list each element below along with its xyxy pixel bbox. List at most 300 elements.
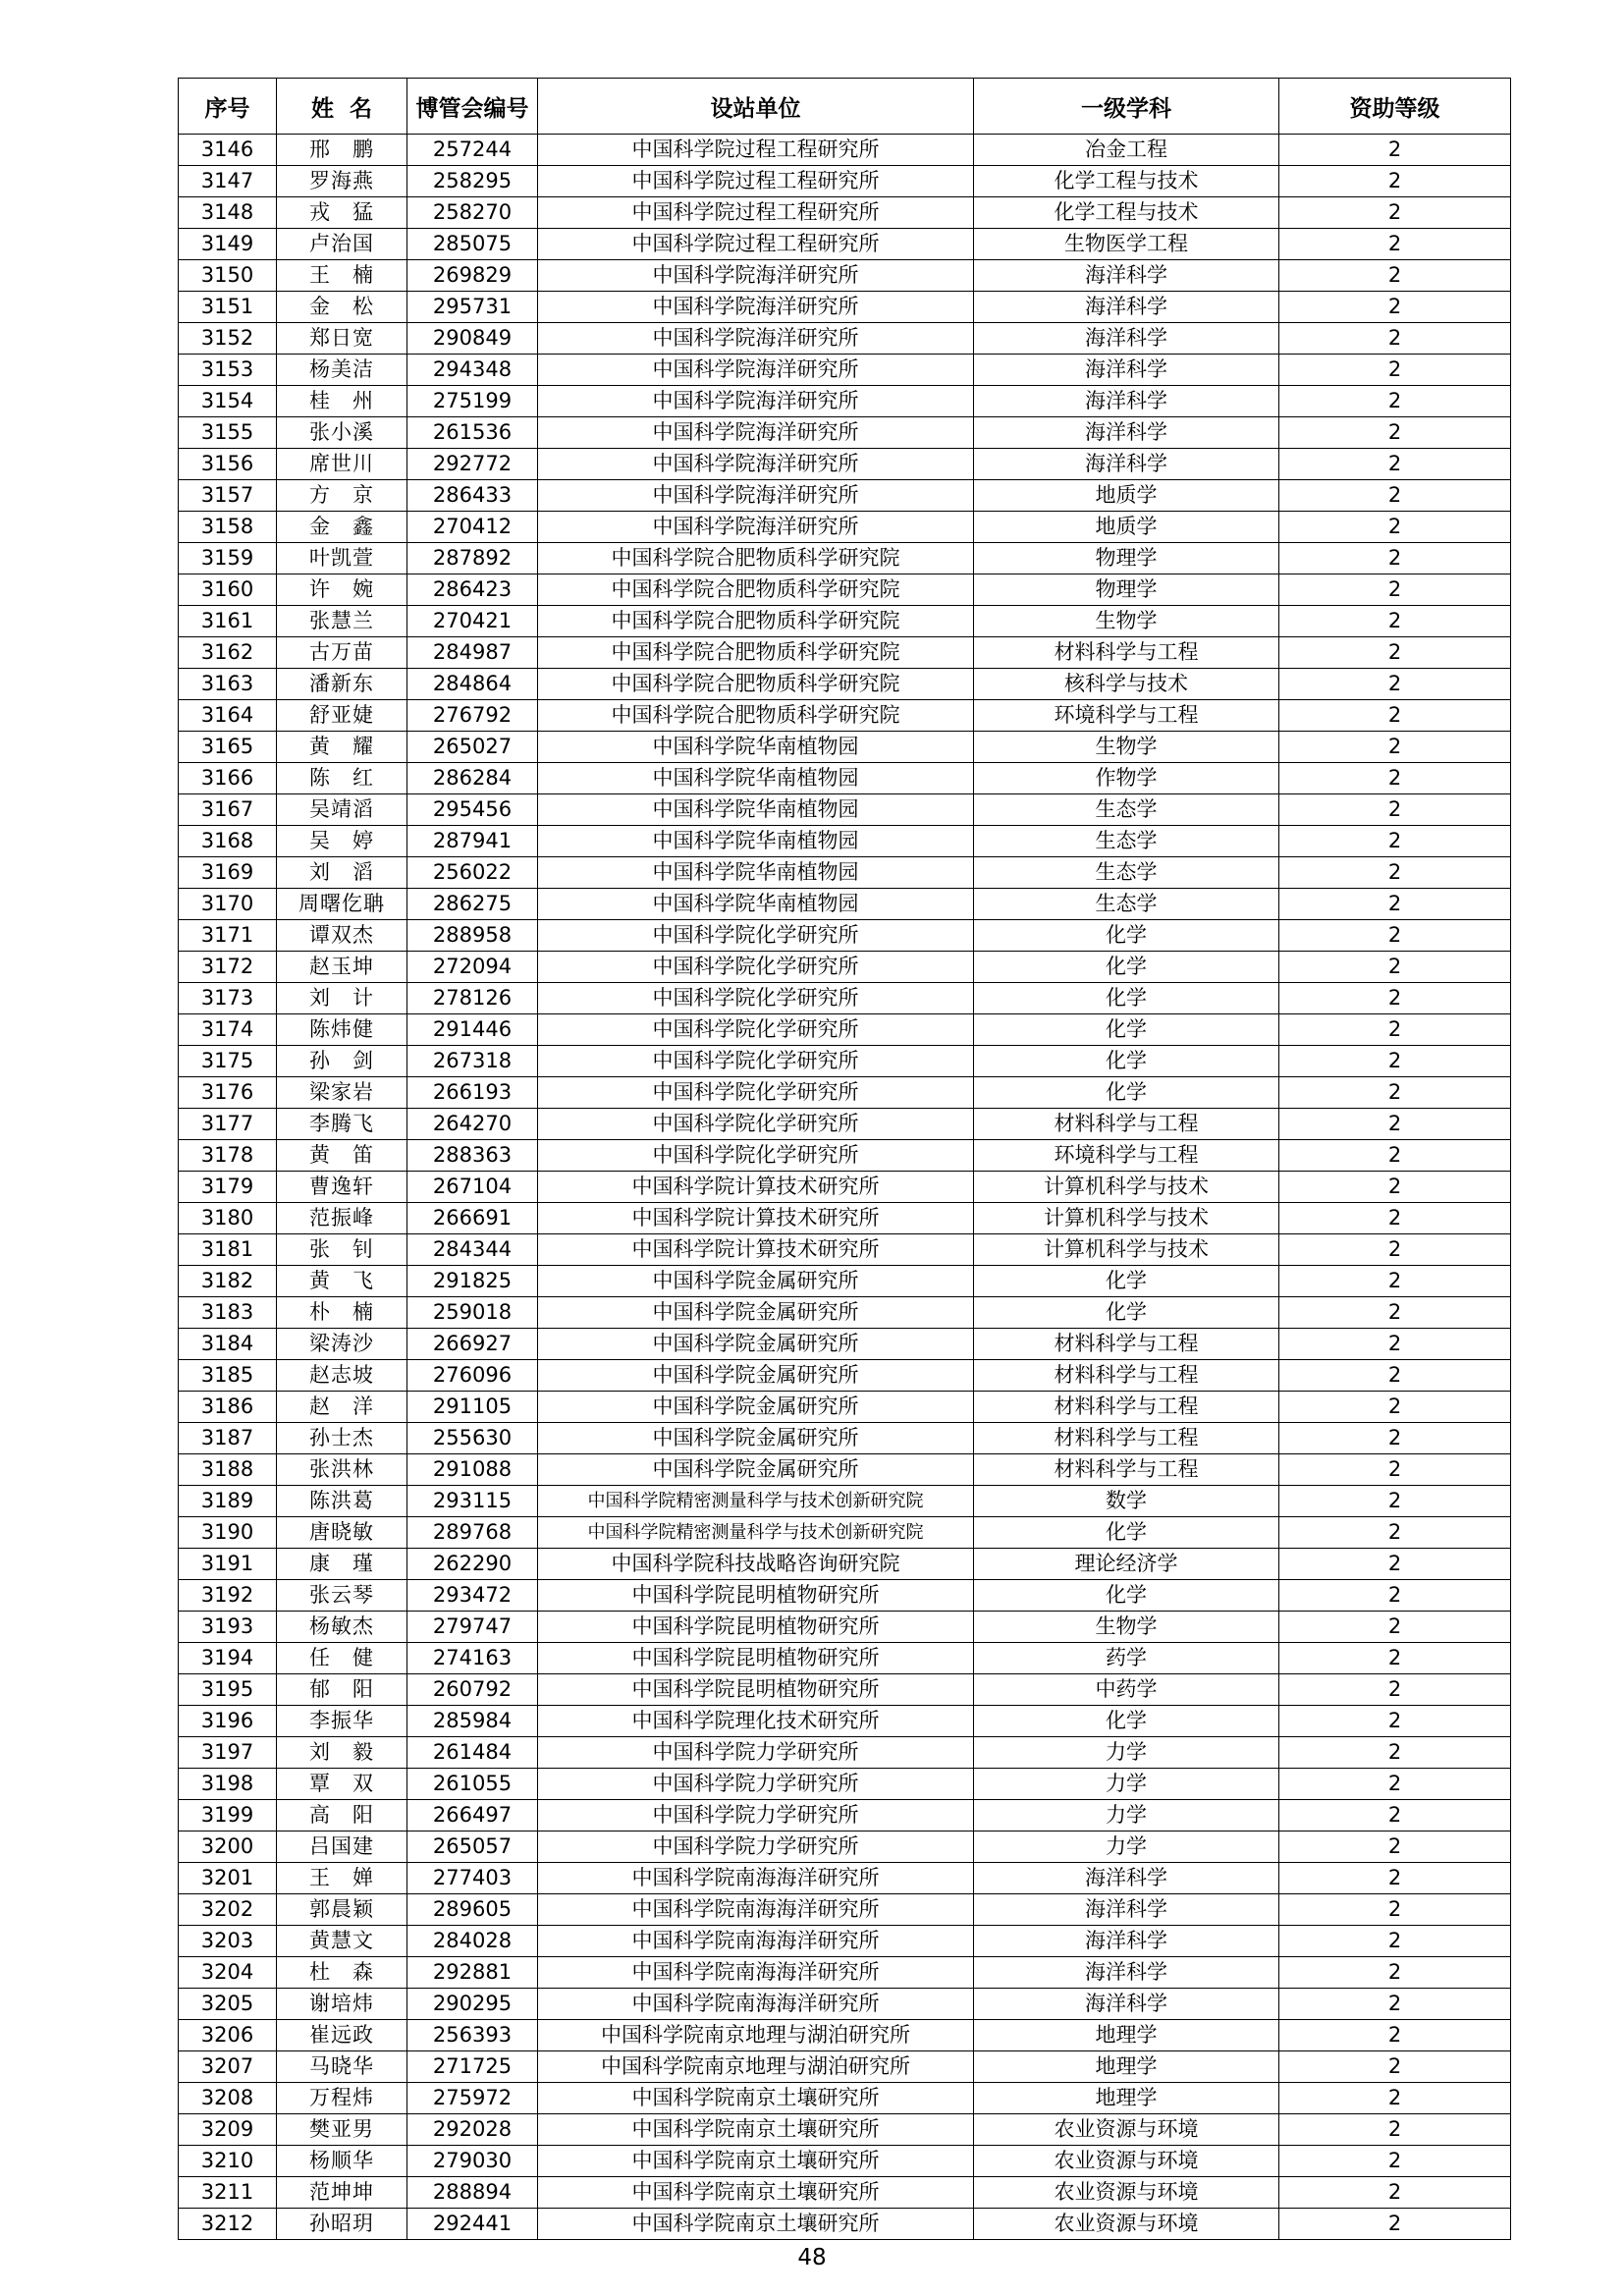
cell-id: 292441 bbox=[407, 2209, 538, 2240]
cell-serial: 3159 bbox=[179, 543, 277, 574]
cell-id: 293472 bbox=[407, 1580, 538, 1612]
table-row bbox=[179, 2114, 1511, 2146]
cell-unit: 中国科学院昆明植物研究所 bbox=[538, 1674, 974, 1706]
table-row bbox=[179, 669, 1511, 700]
cell-serial: 3154 bbox=[179, 386, 277, 417]
cell-name: 王 婵 bbox=[277, 1863, 407, 1894]
cell-discipline: 计算机科学与技术 bbox=[974, 1172, 1279, 1203]
cell-grade: 2 bbox=[1279, 1329, 1511, 1360]
cell-serial: 3166 bbox=[179, 763, 277, 794]
cell-serial: 3172 bbox=[179, 952, 277, 983]
cell-unit: 中国科学院南海海洋研究所 bbox=[538, 1989, 974, 2020]
cell-id: 288958 bbox=[407, 920, 538, 952]
cell-grade: 2 bbox=[1279, 1643, 1511, 1674]
cell-serial: 3200 bbox=[179, 1831, 277, 1863]
cell-id: 288363 bbox=[407, 1140, 538, 1172]
cell-discipline: 药学 bbox=[974, 1643, 1279, 1674]
cell-unit: 中国科学院金属研究所 bbox=[538, 1297, 974, 1329]
cell-unit: 中国科学院华南植物园 bbox=[538, 826, 974, 857]
cell-unit: 中国科学院力学研究所 bbox=[538, 1737, 974, 1769]
cell-id: 262290 bbox=[407, 1549, 538, 1580]
cell-grade: 2 bbox=[1279, 1454, 1511, 1486]
cell-discipline: 计算机科学与技术 bbox=[974, 1203, 1279, 1234]
cell-serial: 3147 bbox=[179, 166, 277, 197]
table-row bbox=[179, 1014, 1511, 1046]
cell-id: 265027 bbox=[407, 732, 538, 763]
cell-unit: 中国科学院计算技术研究所 bbox=[538, 1203, 974, 1234]
cell-serial: 3182 bbox=[179, 1266, 277, 1297]
table-row bbox=[179, 2146, 1511, 2177]
cell-grade: 2 bbox=[1279, 197, 1511, 229]
cell-discipline: 海洋科学 bbox=[974, 417, 1279, 449]
cell-id: 291105 bbox=[407, 1392, 538, 1423]
cell-grade: 2 bbox=[1279, 135, 1511, 166]
table-row bbox=[179, 1329, 1511, 1360]
cell-grade: 2 bbox=[1279, 1203, 1511, 1234]
cell-id: 278126 bbox=[407, 983, 538, 1014]
table-row bbox=[179, 1423, 1511, 1454]
cell-name: 方 京 bbox=[277, 480, 407, 512]
cell-name: 刘 计 bbox=[277, 983, 407, 1014]
cell-discipline: 海洋科学 bbox=[974, 1926, 1279, 1957]
cell-name: 赵志坡 bbox=[277, 1360, 407, 1392]
table-row bbox=[179, 889, 1511, 920]
cell-name: 张慧兰 bbox=[277, 606, 407, 637]
cell-id: 257244 bbox=[407, 135, 538, 166]
cell-unit: 中国科学院华南植物园 bbox=[538, 889, 974, 920]
cell-grade: 2 bbox=[1279, 480, 1511, 512]
cell-discipline: 化学 bbox=[974, 1077, 1279, 1109]
table-row bbox=[179, 543, 1511, 574]
cell-discipline: 化学 bbox=[974, 1580, 1279, 1612]
cell-name: 唐晓敏 bbox=[277, 1517, 407, 1549]
cell-unit: 中国科学院合肥物质科学研究院 bbox=[538, 669, 974, 700]
table-row bbox=[179, 355, 1511, 386]
cell-grade: 2 bbox=[1279, 1486, 1511, 1517]
cell-name: 万程炜 bbox=[277, 2083, 407, 2114]
cell-serial: 3194 bbox=[179, 1643, 277, 1674]
cell-name: 黄 耀 bbox=[277, 732, 407, 763]
cell-id: 261055 bbox=[407, 1769, 538, 1800]
cell-unit: 中国科学院金属研究所 bbox=[538, 1329, 974, 1360]
cell-name: 赵玉坤 bbox=[277, 952, 407, 983]
cell-serial: 3196 bbox=[179, 1706, 277, 1737]
cell-discipline: 力学 bbox=[974, 1769, 1279, 1800]
cell-id: 264270 bbox=[407, 1109, 538, 1140]
cell-name: 舒亚婕 bbox=[277, 700, 407, 732]
header-name: 姓 名 bbox=[277, 79, 407, 135]
cell-serial: 3146 bbox=[179, 135, 277, 166]
cell-discipline: 海洋科学 bbox=[974, 1863, 1279, 1894]
cell-id: 261484 bbox=[407, 1737, 538, 1769]
cell-serial: 3205 bbox=[179, 1989, 277, 2020]
cell-discipline: 地质学 bbox=[974, 480, 1279, 512]
cell-unit: 中国科学院南京土壤研究所 bbox=[538, 2146, 974, 2177]
header-discipline: 一级学科 bbox=[974, 79, 1279, 135]
cell-grade: 2 bbox=[1279, 2146, 1511, 2177]
cell-grade: 2 bbox=[1279, 606, 1511, 637]
cell-unit: 中国科学院过程工程研究所 bbox=[538, 166, 974, 197]
cell-serial: 3190 bbox=[179, 1517, 277, 1549]
table-row bbox=[179, 417, 1511, 449]
cell-discipline: 海洋科学 bbox=[974, 449, 1279, 480]
cell-id: 260792 bbox=[407, 1674, 538, 1706]
cell-serial: 3207 bbox=[179, 2051, 277, 2083]
cell-serial: 3179 bbox=[179, 1172, 277, 1203]
table-row bbox=[179, 2209, 1511, 2240]
table-row bbox=[179, 229, 1511, 260]
cell-name: 陈炜健 bbox=[277, 1014, 407, 1046]
cell-name: 郑日宽 bbox=[277, 323, 407, 355]
cell-name: 孙 剑 bbox=[277, 1046, 407, 1077]
cell-serial: 3167 bbox=[179, 794, 277, 826]
table-row bbox=[179, 1769, 1511, 1800]
cell-name: 吕国建 bbox=[277, 1831, 407, 1863]
cell-serial: 3165 bbox=[179, 732, 277, 763]
cell-discipline: 化学工程与技术 bbox=[974, 197, 1279, 229]
cell-name: 范坤坤 bbox=[277, 2177, 407, 2209]
table-row bbox=[179, 2051, 1511, 2083]
cell-discipline: 材料科学与工程 bbox=[974, 1360, 1279, 1392]
cell-id: 276792 bbox=[407, 700, 538, 732]
table-row bbox=[179, 1392, 1511, 1423]
cell-discipline: 生态学 bbox=[974, 826, 1279, 857]
cell-name: 曹逸轩 bbox=[277, 1172, 407, 1203]
cell-grade: 2 bbox=[1279, 1737, 1511, 1769]
table-row bbox=[179, 166, 1511, 197]
cell-id: 295456 bbox=[407, 794, 538, 826]
table-row bbox=[179, 826, 1511, 857]
table-row bbox=[179, 197, 1511, 229]
cell-discipline: 海洋科学 bbox=[974, 1894, 1279, 1926]
cell-id: 277403 bbox=[407, 1863, 538, 1894]
cell-unit: 中国科学院华南植物园 bbox=[538, 732, 974, 763]
cell-discipline: 生物学 bbox=[974, 606, 1279, 637]
cell-discipline: 材料科学与工程 bbox=[974, 1454, 1279, 1486]
cell-discipline: 生态学 bbox=[974, 889, 1279, 920]
cell-serial: 3161 bbox=[179, 606, 277, 637]
cell-name: 郭晨颖 bbox=[277, 1894, 407, 1926]
cell-discipline: 力学 bbox=[974, 1831, 1279, 1863]
cell-name: 康 瑾 bbox=[277, 1549, 407, 1580]
cell-id: 284344 bbox=[407, 1234, 538, 1266]
cell-id: 266691 bbox=[407, 1203, 538, 1234]
cell-discipline: 海洋科学 bbox=[974, 260, 1279, 292]
cell-grade: 2 bbox=[1279, 1580, 1511, 1612]
cell-unit: 中国科学院过程工程研究所 bbox=[538, 229, 974, 260]
cell-unit: 中国科学院科技战略咨询研究院 bbox=[538, 1549, 974, 1580]
cell-grade: 2 bbox=[1279, 1674, 1511, 1706]
cell-grade: 2 bbox=[1279, 323, 1511, 355]
cell-id: 284987 bbox=[407, 637, 538, 669]
cell-serial: 3186 bbox=[179, 1392, 277, 1423]
cell-serial: 3155 bbox=[179, 417, 277, 449]
cell-name: 樊亚男 bbox=[277, 2114, 407, 2146]
cell-name: 刘 毅 bbox=[277, 1737, 407, 1769]
cell-serial: 3160 bbox=[179, 574, 277, 606]
cell-id: 286433 bbox=[407, 480, 538, 512]
table-row bbox=[179, 1046, 1511, 1077]
cell-grade: 2 bbox=[1279, 1140, 1511, 1172]
cell-name: 许 婉 bbox=[277, 574, 407, 606]
cell-name: 杨敏杰 bbox=[277, 1612, 407, 1643]
cell-discipline: 地理学 bbox=[974, 2083, 1279, 2114]
cell-discipline: 生态学 bbox=[974, 794, 1279, 826]
table-row bbox=[179, 637, 1511, 669]
cell-unit: 中国科学院合肥物质科学研究院 bbox=[538, 637, 974, 669]
cell-serial: 3198 bbox=[179, 1769, 277, 1800]
cell-grade: 2 bbox=[1279, 449, 1511, 480]
table-row bbox=[179, 386, 1511, 417]
cell-id: 274163 bbox=[407, 1643, 538, 1674]
cell-serial: 3173 bbox=[179, 983, 277, 1014]
table-row bbox=[179, 323, 1511, 355]
cell-id: 291825 bbox=[407, 1266, 538, 1297]
cell-serial: 3204 bbox=[179, 1957, 277, 1989]
cell-serial: 3168 bbox=[179, 826, 277, 857]
cell-grade: 2 bbox=[1279, 512, 1511, 543]
cell-unit: 中国科学院力学研究所 bbox=[538, 1831, 974, 1863]
table-row bbox=[179, 1140, 1511, 1172]
cell-serial: 3171 bbox=[179, 920, 277, 952]
cell-grade: 2 bbox=[1279, 292, 1511, 323]
table-row bbox=[179, 700, 1511, 732]
cell-unit: 中国科学院合肥物质科学研究院 bbox=[538, 606, 974, 637]
cell-grade: 2 bbox=[1279, 2209, 1511, 2240]
cell-grade: 2 bbox=[1279, 1234, 1511, 1266]
table-row bbox=[179, 920, 1511, 952]
cell-discipline: 材料科学与工程 bbox=[974, 1423, 1279, 1454]
table-row bbox=[179, 1706, 1511, 1737]
cell-unit: 中国科学院金属研究所 bbox=[538, 1423, 974, 1454]
funding-list-table bbox=[178, 78, 1511, 2240]
cell-discipline: 化学 bbox=[974, 1517, 1279, 1549]
cell-grade: 2 bbox=[1279, 2020, 1511, 2051]
table-row bbox=[179, 1737, 1511, 1769]
cell-discipline: 农业资源与环境 bbox=[974, 2177, 1279, 2209]
cell-serial: 3153 bbox=[179, 355, 277, 386]
cell-grade: 2 bbox=[1279, 1894, 1511, 1926]
cell-unit: 中国科学院化学研究所 bbox=[538, 1046, 974, 1077]
cell-discipline: 化学 bbox=[974, 1046, 1279, 1077]
table-row bbox=[179, 449, 1511, 480]
cell-id: 266927 bbox=[407, 1329, 538, 1360]
cell-serial: 3164 bbox=[179, 700, 277, 732]
cell-serial: 3199 bbox=[179, 1800, 277, 1831]
cell-serial: 3169 bbox=[179, 857, 277, 889]
cell-unit: 中国科学院化学研究所 bbox=[538, 983, 974, 1014]
cell-unit: 中国科学院昆明植物研究所 bbox=[538, 1612, 974, 1643]
cell-serial: 3174 bbox=[179, 1014, 277, 1046]
cell-serial: 3203 bbox=[179, 1926, 277, 1957]
cell-serial: 3195 bbox=[179, 1674, 277, 1706]
cell-unit: 中国科学院力学研究所 bbox=[538, 1800, 974, 1831]
table-row bbox=[179, 1549, 1511, 1580]
cell-grade: 2 bbox=[1279, 2177, 1511, 2209]
cell-id: 267104 bbox=[407, 1172, 538, 1203]
cell-discipline: 海洋科学 bbox=[974, 1957, 1279, 1989]
cell-id: 279030 bbox=[407, 2146, 538, 2177]
table-row bbox=[179, 1674, 1511, 1706]
cell-discipline: 化学 bbox=[974, 920, 1279, 952]
table-row bbox=[179, 1580, 1511, 1612]
cell-id: 275199 bbox=[407, 386, 538, 417]
cell-grade: 2 bbox=[1279, 1800, 1511, 1831]
cell-id: 291446 bbox=[407, 1014, 538, 1046]
cell-unit: 中国科学院华南植物园 bbox=[538, 794, 974, 826]
cell-unit: 中国科学院理化技术研究所 bbox=[538, 1706, 974, 1737]
cell-serial: 3163 bbox=[179, 669, 277, 700]
cell-id: 259018 bbox=[407, 1297, 538, 1329]
cell-id: 267318 bbox=[407, 1046, 538, 1077]
header-row bbox=[179, 79, 1511, 135]
cell-grade: 2 bbox=[1279, 355, 1511, 386]
cell-grade: 2 bbox=[1279, 229, 1511, 260]
cell-serial: 3176 bbox=[179, 1077, 277, 1109]
cell-unit: 中国科学院南京地理与湖泊研究所 bbox=[538, 2020, 974, 2051]
table-row bbox=[179, 135, 1511, 166]
cell-serial: 3189 bbox=[179, 1486, 277, 1517]
cell-id: 294348 bbox=[407, 355, 538, 386]
cell-serial: 3201 bbox=[179, 1863, 277, 1894]
cell-id: 289768 bbox=[407, 1517, 538, 1549]
cell-name: 李振华 bbox=[277, 1706, 407, 1737]
cell-id: 289605 bbox=[407, 1894, 538, 1926]
table-row bbox=[179, 732, 1511, 763]
table-row bbox=[179, 1957, 1511, 1989]
cell-discipline: 材料科学与工程 bbox=[974, 1109, 1279, 1140]
cell-unit: 中国科学院海洋研究所 bbox=[538, 417, 974, 449]
cell-unit: 中国科学院海洋研究所 bbox=[538, 512, 974, 543]
cell-discipline: 化学 bbox=[974, 1014, 1279, 1046]
cell-name: 张洪林 bbox=[277, 1454, 407, 1486]
cell-name: 刘 滔 bbox=[277, 857, 407, 889]
cell-unit: 中国科学院南京土壤研究所 bbox=[538, 2083, 974, 2114]
cell-discipline: 核科学与技术 bbox=[974, 669, 1279, 700]
cell-discipline: 化学 bbox=[974, 983, 1279, 1014]
cell-name: 覃 双 bbox=[277, 1769, 407, 1800]
cell-serial: 3181 bbox=[179, 1234, 277, 1266]
cell-id: 293115 bbox=[407, 1486, 538, 1517]
cell-id: 286423 bbox=[407, 574, 538, 606]
table-row bbox=[179, 574, 1511, 606]
cell-id: 286275 bbox=[407, 889, 538, 920]
cell-id: 256022 bbox=[407, 857, 538, 889]
cell-discipline: 冶金工程 bbox=[974, 135, 1279, 166]
cell-name: 黄 飞 bbox=[277, 1266, 407, 1297]
cell-name: 金 鑫 bbox=[277, 512, 407, 543]
cell-name: 杨顺华 bbox=[277, 2146, 407, 2177]
cell-discipline: 农业资源与环境 bbox=[974, 2146, 1279, 2177]
cell-grade: 2 bbox=[1279, 1926, 1511, 1957]
cell-discipline: 数学 bbox=[974, 1486, 1279, 1517]
cell-serial: 3151 bbox=[179, 292, 277, 323]
table-row bbox=[179, 1831, 1511, 1863]
cell-grade: 2 bbox=[1279, 1297, 1511, 1329]
cell-discipline: 地理学 bbox=[974, 2020, 1279, 2051]
cell-discipline: 生物学 bbox=[974, 1612, 1279, 1643]
cell-id: 261536 bbox=[407, 417, 538, 449]
cell-unit: 中国科学院合肥物质科学研究院 bbox=[538, 574, 974, 606]
cell-name: 潘新东 bbox=[277, 669, 407, 700]
cell-unit: 中国科学院华南植物园 bbox=[538, 763, 974, 794]
cell-name: 范振峰 bbox=[277, 1203, 407, 1234]
cell-id: 256393 bbox=[407, 2020, 538, 2051]
cell-serial: 3180 bbox=[179, 1203, 277, 1234]
cell-discipline: 物理学 bbox=[974, 574, 1279, 606]
cell-unit: 中国科学院南海海洋研究所 bbox=[538, 1957, 974, 1989]
cell-serial: 3156 bbox=[179, 449, 277, 480]
cell-grade: 2 bbox=[1279, 1612, 1511, 1643]
table-row bbox=[179, 1517, 1511, 1549]
cell-unit: 中国科学院海洋研究所 bbox=[538, 449, 974, 480]
cell-unit: 中国科学院海洋研究所 bbox=[538, 260, 974, 292]
cell-unit: 中国科学院合肥物质科学研究院 bbox=[538, 700, 974, 732]
cell-serial: 3158 bbox=[179, 512, 277, 543]
cell-grade: 2 bbox=[1279, 1360, 1511, 1392]
cell-name: 李腾飞 bbox=[277, 1109, 407, 1140]
cell-discipline: 力学 bbox=[974, 1737, 1279, 1769]
cell-serial: 3185 bbox=[179, 1360, 277, 1392]
cell-discipline: 材料科学与工程 bbox=[974, 637, 1279, 669]
table-row bbox=[179, 952, 1511, 983]
cell-name: 孙昭玥 bbox=[277, 2209, 407, 2240]
table-row bbox=[179, 1297, 1511, 1329]
header-grade: 资助等级 bbox=[1279, 79, 1511, 135]
cell-name: 黄慧文 bbox=[277, 1926, 407, 1957]
cell-id: 292881 bbox=[407, 1957, 538, 1989]
cell-grade: 2 bbox=[1279, 857, 1511, 889]
cell-grade: 2 bbox=[1279, 1077, 1511, 1109]
cell-unit: 中国科学院金属研究所 bbox=[538, 1392, 974, 1423]
cell-discipline: 生物医学工程 bbox=[974, 229, 1279, 260]
cell-unit: 中国科学院南京土壤研究所 bbox=[538, 2114, 974, 2146]
cell-name: 梁家岩 bbox=[277, 1077, 407, 1109]
cell-id: 295731 bbox=[407, 292, 538, 323]
cell-id: 287941 bbox=[407, 826, 538, 857]
cell-discipline: 中药学 bbox=[974, 1674, 1279, 1706]
cell-name: 席世川 bbox=[277, 449, 407, 480]
cell-serial: 3177 bbox=[179, 1109, 277, 1140]
cell-id: 272094 bbox=[407, 952, 538, 983]
cell-unit: 中国科学院南京土壤研究所 bbox=[538, 2209, 974, 2240]
cell-name: 邢 鹏 bbox=[277, 135, 407, 166]
cell-grade: 2 bbox=[1279, 763, 1511, 794]
cell-discipline: 环境科学与工程 bbox=[974, 1140, 1279, 1172]
table-row bbox=[179, 1894, 1511, 1926]
cell-discipline: 力学 bbox=[974, 1800, 1279, 1831]
cell-id: 279747 bbox=[407, 1612, 538, 1643]
cell-unit: 中国科学院计算技术研究所 bbox=[538, 1172, 974, 1203]
cell-grade: 2 bbox=[1279, 1266, 1511, 1297]
table-row bbox=[179, 1172, 1511, 1203]
cell-grade: 2 bbox=[1279, 417, 1511, 449]
table-row bbox=[179, 1643, 1511, 1674]
cell-name: 卢治国 bbox=[277, 229, 407, 260]
cell-discipline: 化学工程与技术 bbox=[974, 166, 1279, 197]
cell-unit: 中国科学院力学研究所 bbox=[538, 1769, 974, 1800]
cell-unit: 中国科学院海洋研究所 bbox=[538, 323, 974, 355]
table-header bbox=[179, 79, 1511, 135]
cell-grade: 2 bbox=[1279, 826, 1511, 857]
cell-grade: 2 bbox=[1279, 260, 1511, 292]
cell-grade: 2 bbox=[1279, 732, 1511, 763]
cell-unit: 中国科学院南京地理与湖泊研究所 bbox=[538, 2051, 974, 2083]
cell-unit: 中国科学院计算技术研究所 bbox=[538, 1234, 974, 1266]
cell-grade: 2 bbox=[1279, 543, 1511, 574]
cell-grade: 2 bbox=[1279, 1769, 1511, 1800]
cell-discipline: 海洋科学 bbox=[974, 292, 1279, 323]
